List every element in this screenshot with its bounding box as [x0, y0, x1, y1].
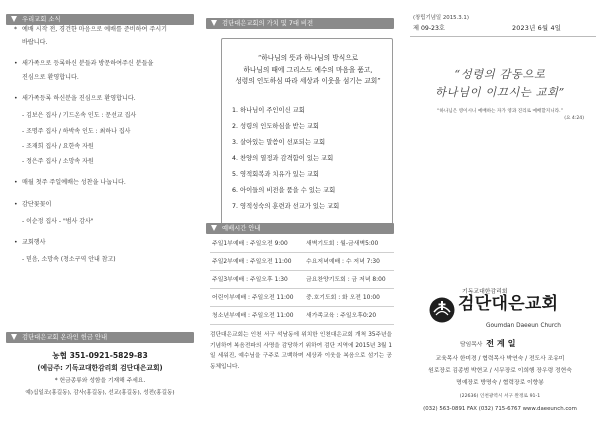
account-holder: (예금주: 기독교대한감리회 검단대은교회)	[37, 363, 163, 372]
triangle-icon	[211, 225, 217, 231]
notice-item: • 새가족등록 하신분을 진심으로 환영합니다.	[14, 95, 136, 102]
denomination: 기독교대한감리회	[462, 289, 508, 295]
senior-pastor: 담임목사 전 계 일	[460, 338, 516, 348]
church-logo-icon	[428, 296, 458, 324]
vision-quote: “하나님의 뜻과 하나님의 방식으로 하나님의 때에 그리스도 예수의 마음을 품고, 성령의 인도하심 따라 세상과 이웃을 섬기는 교회”	[235, 54, 381, 86]
triangle-icon	[11, 16, 17, 22]
notice-header	[6, 14, 194, 25]
staff-line: 교육목사 한미경 / 협력목사 박연숙 / 전도사 조유미	[435, 356, 565, 362]
vision-item: 6. 아이들의 비전을 품을 수 있는 교회	[232, 187, 336, 194]
member-item: - 조명주 집사 / 하박속 인도 : 최하나 집사	[22, 128, 131, 135]
vision-item: 5. 영적회복과 치유가 있는 교회	[232, 171, 320, 178]
vision-item: 1. 하나님이 주인이신 교회	[232, 107, 305, 114]
notice-item: 바랍니다.	[22, 39, 48, 46]
divider	[410, 36, 596, 37]
motto-line-1: “성령의 감동으로	[454, 68, 546, 81]
event-item: - 믿음, 소망속 (청소구역 안내 참고)	[22, 256, 116, 263]
worship-row: 주일1부예배 : 주일오전 9:00 새벽기도회 : 월-금새벽5:00	[210, 236, 394, 253]
cover-column	[400, 0, 600, 424]
church-address: (22636) 인천광역시 서구 완정로 91-1	[459, 394, 541, 399]
church-english-name: Goumdan Daeeun Church	[486, 323, 561, 329]
flower-item: - 이순정 집사 - "범사 감사"	[22, 218, 94, 225]
offering-title: 검단대은교회 온라인 헌금 안내	[22, 334, 108, 341]
offering-types: 예)십일조(홍길동), 감사(홍길동), 선교(홍길동), 성전(홍길동)	[25, 390, 175, 397]
staff-line: 원로장로 김종범 박현교 / 시무장로 이희행 장우령 정현숙	[428, 368, 572, 374]
worship-row: 어린이부예배 : 주일오전 11:00 중.호기도회 : 화 오전 10:00	[210, 290, 394, 307]
staff-line: 명예장로 방명숙 / 협력장로 이향봉	[456, 380, 544, 386]
vision-title: 검단대은교회의 가치 및 7대 비전	[222, 20, 314, 27]
notice-title: 우리교회 소식	[22, 16, 61, 23]
bank-account: 농협 351-0921-5829-83	[52, 351, 148, 360]
member-item: - 조재희 집사 / 요한속 자원	[22, 143, 94, 150]
notice-item: • 매월 첫주 주일예배는 성찬을 나눕니다.	[14, 179, 126, 186]
worship-row: 청소년부예배 : 주일오전 11:00 새가족교육 : 주일오후0:20	[210, 308, 394, 325]
bible-verse: “하나님은 영이시니 예배하는 자가 영과 진리로 예배할지니라.” (요 4:24)	[437, 109, 584, 122]
vision-item: 2. 성령의 인도하심을 받는 교회	[232, 123, 320, 130]
triangle-icon	[211, 20, 217, 26]
issue-number: 제 09-23호	[413, 25, 445, 32]
notice-item: • 새가족으로 등록하신 분들과 방문하여주신 분들을	[14, 60, 154, 67]
member-item: - 정은주 집사 / 소망속 자원	[22, 158, 94, 165]
worship-row: 주일2부예배 : 주일오전 11:00 수요저녁예배 : 수 저녁 7:30	[210, 254, 394, 271]
worship-header	[206, 223, 394, 234]
news-column	[0, 0, 200, 424]
vision-item: 3. 살아있는 말씀이 선포되는 교회	[232, 139, 326, 146]
triangle-icon	[11, 334, 17, 340]
notice-item: • 감단꽃꽂이	[14, 201, 52, 208]
notice-item: 진심으로 환영합니다.	[22, 74, 79, 81]
vision-column	[200, 0, 400, 424]
worship-row: 주일3부예배 : 주일오후 1:30 금요찬양기도회 : 금 저녁 8:00	[210, 272, 394, 289]
offering-info	[0, 352, 200, 397]
notice-item: • 교회행사	[14, 239, 46, 246]
offering-note: * 헌금종류와 성함을 기재해 주세요.	[54, 377, 146, 384]
church-intro: 검단대은교회는 인천 서구 석남동에 위치한 인천대은교회 개척 35주년을 기념하여 복음전파의 사명을 감당하기 위하여 검단 지역에 2015년 3월 1일 세워진, 예수님을 구주로 고백하며 세상과 이웃을 복음으로 섬기는 공동체입니다.	[210, 332, 392, 370]
vision-header	[206, 18, 394, 29]
issue-date: 2023년 6월 4일	[512, 24, 562, 32]
edition-note: (창립기념일 2015.3.1)	[413, 15, 469, 21]
member-item: - 김보은 집사 / 기드온속 인도 : 문선교 집사	[22, 112, 137, 119]
church-contacts: (032) 563-0891 FAX (032) 715-6767 www.daeeunch.com	[423, 406, 577, 412]
offering-header	[6, 332, 194, 343]
vision-box	[221, 38, 393, 228]
notice-item: * 예배 시작 전, 경건한 마음으로 예배를 준비하여 주시기	[14, 26, 168, 33]
church-name: 검단대은교회	[458, 294, 559, 314]
worship-title: 예배시간 안내	[222, 225, 261, 232]
vision-item: 4. 찬양의 열정과 감격함이 있는 교회	[232, 155, 334, 162]
vision-item: 7. 영적성숙의 훈련과 선교가 있는 교회	[232, 203, 340, 210]
motto-line-2: 하나님이 이끄시는 교회”	[435, 86, 565, 99]
